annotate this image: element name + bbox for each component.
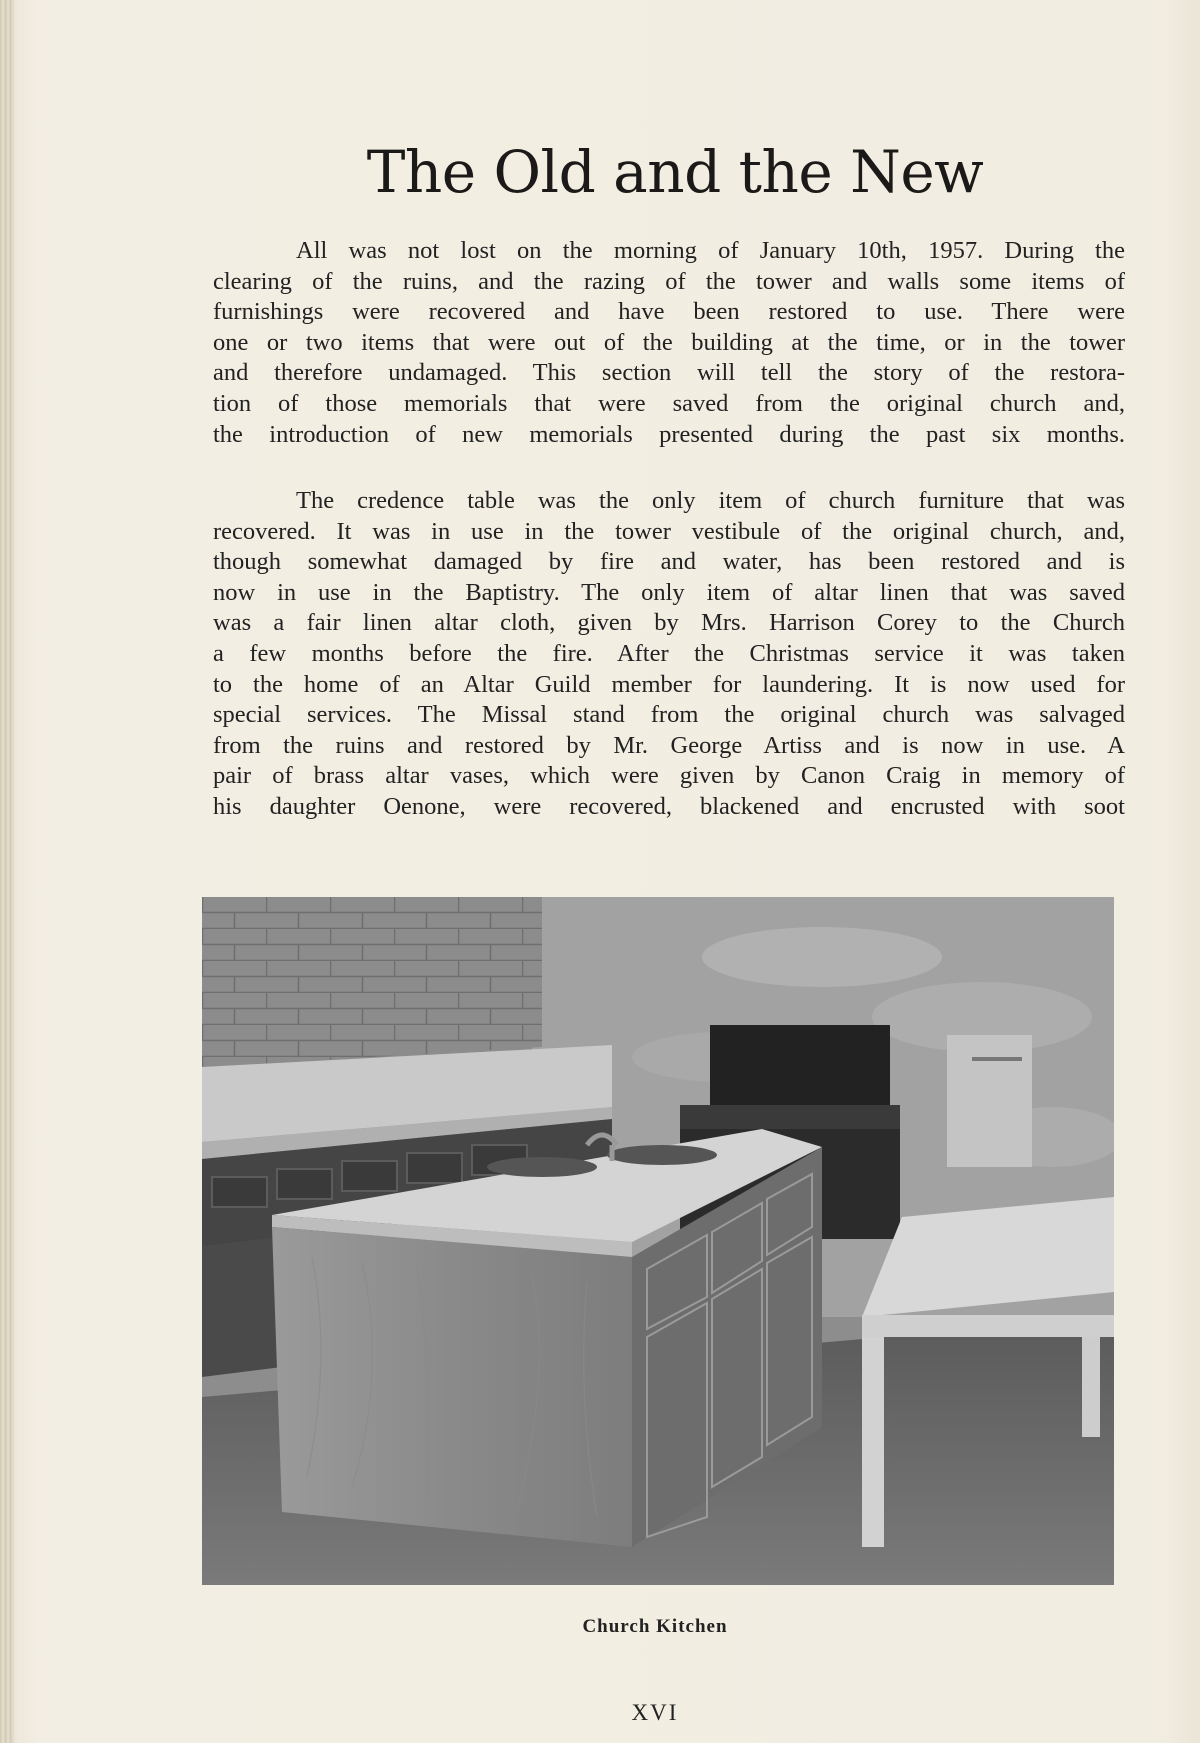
- text-line: from the ruins and restored by Mr. George Artiss and is now in use. A: [213, 731, 1125, 759]
- text-line: pair of brass altar vases, which were given by Canon Craig in memory of: [213, 762, 1125, 790]
- text-line: though somewhat damaged by fire and water, has been restored and is: [213, 548, 1125, 576]
- text-line: now in use in the Baptistry. The only item of altar linen that was saved: [213, 578, 1125, 606]
- text-line: clearing of the ruins, and the razing of the tower and walls some items of: [213, 267, 1125, 295]
- text-line: and therefore undamaged. This section will tell the story of the restora-: [213, 359, 1125, 387]
- text-line: tion of those memorials that were saved from the original church and,: [213, 389, 1125, 417]
- text-line: to the home of an Altar Guild member for laundering. It is now used for: [213, 670, 1125, 698]
- text-line: the introduction of new memorials presented during the past six months.: [213, 420, 1125, 448]
- text-line: furnishings were recovered and have been restored to use. There were: [213, 298, 1125, 326]
- page-number: XVI: [631, 1700, 679, 1725]
- paragraph-1: [213, 236, 1125, 450]
- text-line: was a fair linen altar cloth, given by Mrs. Harrison Corey to the Church: [213, 609, 1125, 637]
- kitchen-photo-illustration: [202, 897, 1114, 1585]
- text-line: The credence table was the only item of church furniture that was: [296, 487, 1125, 514]
- photo-caption: Church Kitchen: [582, 1616, 728, 1637]
- page-title: The Old and the New: [366, 138, 984, 206]
- paragraph-2: [213, 486, 1125, 823]
- text-line: one or two items that were out of the building at the time, or in the tower: [213, 328, 1125, 356]
- text-line: recovered. It was in use in the tower vestibule of the original church, and,: [213, 517, 1125, 545]
- text-line: his daughter Oenone, were recovered, blackened and encrusted with soot: [213, 792, 1125, 820]
- text-line: All was not lost on the morning of January 10th, 1957. During the: [296, 237, 1125, 264]
- text-line: special services. The Missal stand from the original church was salvaged: [213, 701, 1125, 729]
- kitchen-photo: [202, 897, 1114, 1585]
- page-edge: [0, 0, 14, 1743]
- text-line: a few months before the fire. After the Christmas service it was taken: [213, 639, 1125, 667]
